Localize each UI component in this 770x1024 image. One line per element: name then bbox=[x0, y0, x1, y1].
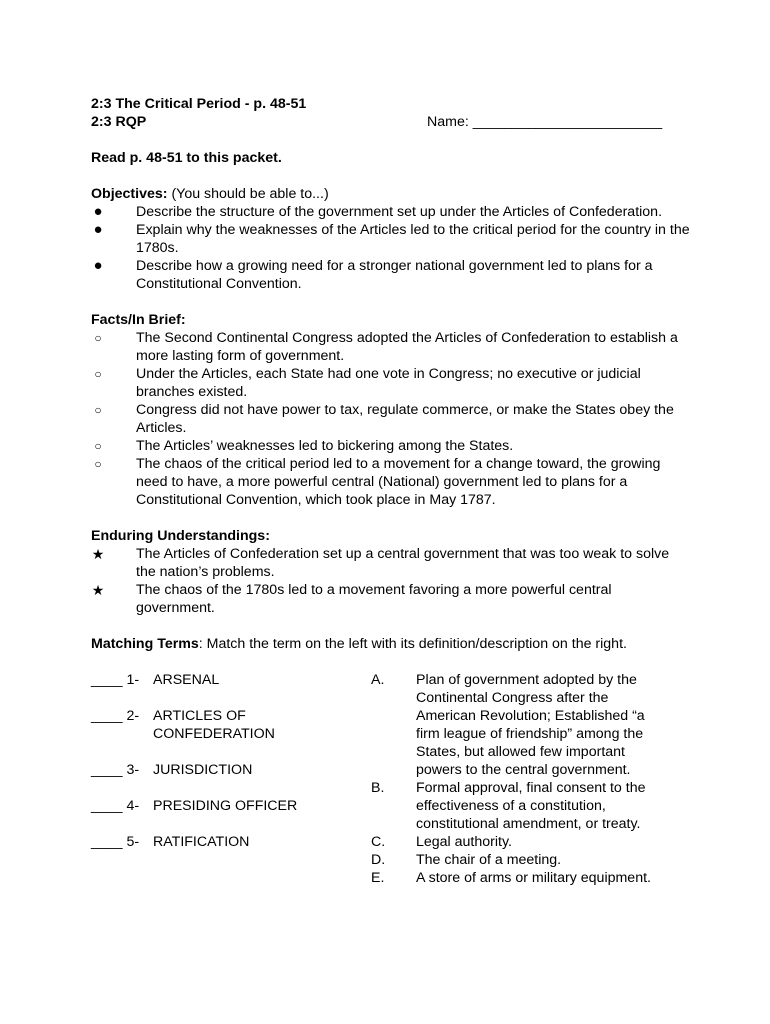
definitions-column bbox=[371, 671, 671, 887]
reading-instruction: Read p. 48-51 to this packet. bbox=[91, 150, 282, 166]
list-item bbox=[91, 581, 691, 617]
matching-section bbox=[91, 671, 691, 901]
circle-bullet-icon: ○ bbox=[94, 403, 102, 417]
definition-letter: E. bbox=[371, 870, 385, 886]
star-icon: ★ bbox=[91, 546, 105, 562]
term-blank[interactable]: ____ 4- bbox=[91, 798, 140, 814]
objectives-heading: Objectives: bbox=[91, 186, 168, 202]
page-subtitle: 2:3 RQP bbox=[91, 114, 147, 130]
definition-letter: B. bbox=[371, 780, 385, 796]
definition-letter: A. bbox=[371, 672, 385, 688]
term-text-line: CONFEDERATION bbox=[153, 726, 275, 742]
list-item bbox=[91, 437, 691, 455]
list-item bbox=[91, 329, 691, 365]
fact-text: The Second Continental Congress adopted the Articles of Confederation to establish a more lasting form of government. bbox=[136, 330, 678, 364]
definition-text: A store of arms or military equipment. bbox=[416, 870, 651, 886]
list-item bbox=[91, 365, 691, 401]
fact-text: The Articles’ weaknesses led to bickering among the States. bbox=[136, 438, 514, 454]
objectives-intro: (You should be able to...) bbox=[167, 186, 329, 202]
term-text: ARSENAL bbox=[153, 672, 220, 688]
term-text-line: ARTICLES OF bbox=[153, 708, 246, 724]
fact-text: Congress did not have power to tax, regulate commerce, or make the States obey the Articles. bbox=[136, 402, 674, 436]
objective-text: Describe the structure of the government set up under the Articles of Confederation. bbox=[136, 204, 663, 220]
definition-item bbox=[371, 833, 671, 851]
matching-instruction: : Match the term on the left with its definition/description on the right. bbox=[198, 636, 627, 652]
term-blank[interactable]: ____ 5- bbox=[91, 834, 140, 850]
definition-text: Formal approval, final consent to the effectiveness of a constitution, constitutional amendment, or treaty. bbox=[416, 780, 646, 832]
definition-item bbox=[371, 779, 666, 833]
worksheet-page bbox=[91, 95, 691, 901]
fact-text: Under the Articles, each State had one vote in Congress; no executive or judicial branches existed. bbox=[136, 366, 641, 400]
definition-text: Legal authority. bbox=[416, 834, 512, 850]
understanding-text: The Articles of Confederation set up a central government that was too weak to solve the nation’s problems. bbox=[136, 546, 670, 580]
term-row[interactable] bbox=[91, 671, 219, 689]
circle-bullet-icon: ○ bbox=[94, 457, 102, 471]
term-text bbox=[153, 707, 275, 743]
definition-text: Plan of government adopted by the Continental Congress after the American Revolution; Established “a firm league of friendship” among the States, but allowed few important powers to the central government. bbox=[416, 672, 645, 778]
bullet-icon: ● bbox=[93, 221, 103, 238]
term-text: JURISDICTION bbox=[153, 762, 253, 778]
star-icon: ★ bbox=[91, 582, 105, 598]
definition-letter: D. bbox=[371, 852, 386, 868]
term-row[interactable] bbox=[91, 797, 297, 815]
list-item bbox=[91, 401, 691, 437]
name-field[interactable]: Name: ________________________ bbox=[427, 114, 663, 130]
list-item bbox=[91, 203, 691, 221]
objective-text: Describe how a growing need for a stronger national government led to plans for a Constitutional Convention. bbox=[136, 258, 653, 292]
term-row[interactable] bbox=[91, 833, 249, 851]
understandings-heading: Enduring Understandings: bbox=[91, 528, 270, 544]
bullet-icon: ● bbox=[93, 203, 103, 220]
definition-item bbox=[371, 851, 671, 869]
objectives-heading-line bbox=[91, 185, 691, 203]
matching-heading: Matching Terms bbox=[91, 636, 199, 652]
understandings-list bbox=[91, 545, 691, 617]
page-title: 2:3 The Critical Period - p. 48-51 bbox=[91, 96, 307, 112]
list-item bbox=[91, 221, 691, 257]
definition-text: The chair of a meeting. bbox=[416, 852, 562, 868]
fact-text: The chaos of the critical period led to a movement for a change toward, the growing need to have, a more powerful central (National) government led to plans for a Constitutional Convention, which took place in May 1787. bbox=[136, 456, 661, 508]
list-item bbox=[91, 257, 691, 293]
facts-list bbox=[91, 329, 691, 509]
list-item bbox=[91, 545, 691, 581]
understanding-text: The chaos of the 1780s led to a movement favoring a more powerful central government. bbox=[136, 582, 612, 616]
objective-text: Explain why the weaknesses of the Articles led to the critical period for the country in the 1780s. bbox=[136, 222, 690, 256]
term-blank[interactable]: ____ 1- bbox=[91, 672, 140, 688]
objectives-list bbox=[91, 203, 691, 293]
header-line bbox=[91, 113, 691, 131]
circle-bullet-icon: ○ bbox=[94, 367, 102, 381]
term-blank[interactable]: ____ 3- bbox=[91, 762, 140, 778]
term-row[interactable] bbox=[91, 707, 275, 743]
bullet-icon: ● bbox=[93, 257, 103, 274]
list-item bbox=[91, 455, 691, 509]
facts-heading: Facts/In Brief: bbox=[91, 312, 186, 328]
term-text: PRESIDING OFFICER bbox=[153, 798, 298, 814]
term-row[interactable] bbox=[91, 761, 252, 779]
matching-heading-line bbox=[91, 635, 691, 653]
definition-item bbox=[371, 671, 666, 779]
term-text: RATIFICATION bbox=[153, 834, 250, 850]
definition-letter: C. bbox=[371, 834, 386, 850]
term-blank[interactable]: ____ 2- bbox=[91, 708, 140, 724]
circle-bullet-icon: ○ bbox=[94, 439, 102, 453]
definition-item bbox=[371, 869, 671, 887]
circle-bullet-icon: ○ bbox=[94, 331, 102, 345]
